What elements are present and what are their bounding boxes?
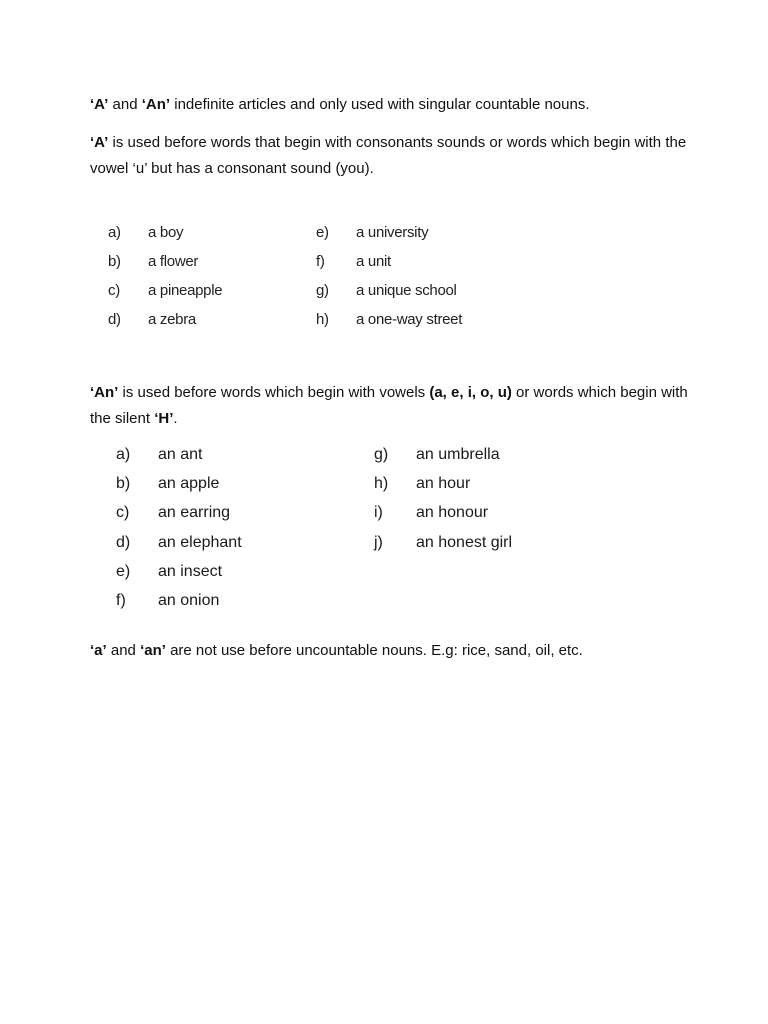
- item-text: an onion: [158, 592, 220, 609]
- intro-and: and: [108, 96, 142, 113]
- rule-a-term: ‘A’: [90, 134, 109, 151]
- intro-a: ‘A’: [90, 96, 109, 113]
- examples-an-table: [116, 440, 536, 620]
- item-text: an honour: [416, 504, 489, 521]
- item-label: c): [116, 504, 130, 521]
- item-text: an insect: [158, 563, 223, 580]
- rule-an-term: ‘An’: [90, 384, 119, 401]
- item-label: g): [316, 282, 329, 299]
- rule-an-mid2: or words which begin with the silent: [90, 384, 688, 427]
- item-label: d): [108, 311, 121, 328]
- rule-a-rest: is used before words that begin with consonants sounds or words which begin with the vowel ‘u’ but has a consonant sound (you).: [90, 134, 687, 177]
- item-text: an apple: [158, 475, 220, 492]
- note-rest: are not use before uncountable nouns. E.g: rice, sand, oil, etc.: [165, 642, 583, 659]
- note-and: and: [106, 642, 141, 659]
- item-label: b): [108, 253, 121, 270]
- item-label: a): [108, 224, 121, 241]
- rule-an-h: ‘H’: [154, 410, 174, 427]
- item-label: a): [116, 446, 131, 463]
- rule-an-vowels: (a, e, i, o, u): [429, 384, 512, 401]
- item-text: a unique school: [356, 282, 457, 299]
- item-text: a pineapple: [148, 282, 223, 299]
- item-text: a one-way street: [356, 311, 463, 328]
- note-paragraph: [90, 638, 690, 664]
- rule-an-mid: is used before words which begin with vowels: [118, 384, 430, 401]
- rule-an-end: .: [173, 410, 178, 427]
- item-text: an umbrella: [416, 446, 500, 463]
- item-label: f): [116, 592, 126, 609]
- examples-a-table: [108, 218, 528, 338]
- item-text: a university: [356, 224, 429, 241]
- rule-an-paragraph: [90, 380, 690, 432]
- item-label: d): [116, 534, 131, 551]
- item-label: g): [374, 446, 389, 463]
- item-label: h): [316, 311, 329, 328]
- item-text: a flower: [148, 253, 199, 270]
- item-label: e): [116, 563, 131, 580]
- item-label: i): [374, 504, 383, 521]
- item-label: b): [116, 475, 131, 492]
- item-label: e): [316, 224, 329, 241]
- item-label: c): [108, 282, 120, 299]
- item-text: an earring: [158, 504, 231, 521]
- item-text: a unit: [356, 253, 391, 270]
- note-a: ‘a’: [90, 642, 107, 659]
- item-text: a boy: [148, 224, 184, 241]
- item-label: f): [316, 253, 325, 270]
- item-label: j): [374, 534, 383, 551]
- item-text: an honest girl: [416, 534, 513, 551]
- rule-a-paragraph: [90, 130, 690, 182]
- intro-paragraph: [90, 92, 690, 118]
- item-text: an ant: [158, 446, 203, 463]
- item-label: h): [374, 475, 389, 492]
- item-text: an elephant: [158, 534, 242, 551]
- note-an: ‘an’: [140, 642, 166, 659]
- intro-rest: indefinite articles and only used with singular countable nouns.: [170, 96, 590, 113]
- intro-an: ‘An’: [141, 96, 171, 113]
- item-text: an hour: [416, 475, 471, 492]
- item-text: a zebra: [148, 311, 196, 328]
